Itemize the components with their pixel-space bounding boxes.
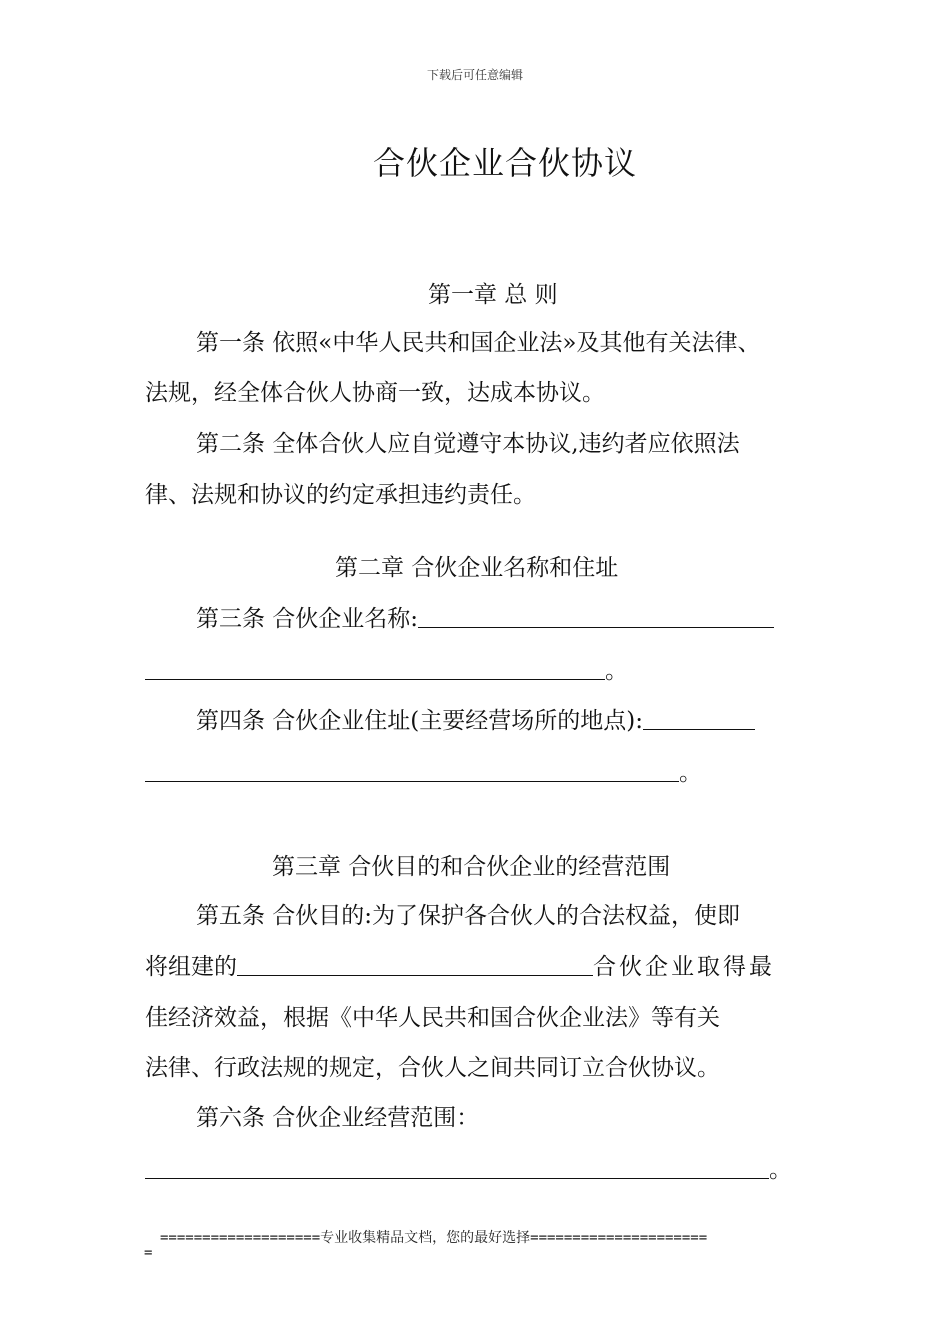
article-3-end: 。 — [605, 658, 628, 684]
article-1-line-2: 法规，经全体合伙人协商一致，达成本协议。 — [145, 380, 605, 406]
article-5-line-2-pre: 将组建的 — [145, 954, 237, 980]
article-6-end: 。 — [769, 1157, 792, 1183]
footer-line-2: = — [144, 1245, 153, 1261]
article-3 — [196, 600, 774, 633]
address-blank-2 — [145, 759, 679, 782]
article-5-line-3: 佳经济效益，根据《中华人民共和国合伙企业法》等有关 — [145, 1005, 720, 1031]
article-3-label: 第三条 合伙企业名称: — [196, 606, 419, 632]
article-4-label: 第四条 合伙企业住址(主要经营场所的地点): — [196, 708, 644, 734]
article-4-end: 。 — [679, 760, 702, 786]
article-2-line-1: 第二条 全体合伙人应自觉遵守本协议,违约者应依照法 — [196, 431, 740, 457]
article-5-line-2-post: 合伙企业取得最 — [593, 954, 775, 980]
article-5-line-4: 法律、行政法规的规定，合伙人之间共同订立合伙协议。 — [145, 1055, 720, 1081]
article-5-line-2 — [145, 948, 775, 981]
chapter-1-title: 第一章 总 则 — [428, 282, 558, 308]
company-name-blank-2 — [145, 657, 605, 680]
article-4-continuation — [145, 754, 702, 787]
article-6-continuation — [145, 1151, 792, 1184]
address-blank — [643, 707, 755, 730]
document-title: 合伙企业合伙协议 — [372, 144, 637, 182]
article-5-line-1: 第五条 合伙目的:为了保护各合伙人的合法权益，使即 — [196, 903, 741, 929]
article-6-label: 第六条 合伙企业经营范围： — [196, 1105, 480, 1131]
article-4 — [196, 702, 755, 735]
footer-line-1: ===================专业收集精品文档，您的最好选择===================== — [160, 1230, 708, 1246]
article-3-continuation — [145, 652, 628, 685]
company-name-blank — [418, 605, 774, 628]
chapter-2-title: 第二章 合伙企业名称和住址 — [335, 555, 619, 581]
chapter-3-title: 第三章 合伙目的和合伙企业的经营范围 — [272, 854, 671, 880]
enterprise-blank — [237, 953, 593, 976]
article-1-line-1: 第一条 依照«中华人民共和国企业法»及其他有关法律、 — [196, 330, 761, 356]
business-scope-blank — [145, 1156, 769, 1179]
article-2-line-2: 律、法规和协议的约定承担违约责任。 — [145, 482, 536, 508]
page-header: 下载后可任意编辑 — [426, 68, 523, 82]
